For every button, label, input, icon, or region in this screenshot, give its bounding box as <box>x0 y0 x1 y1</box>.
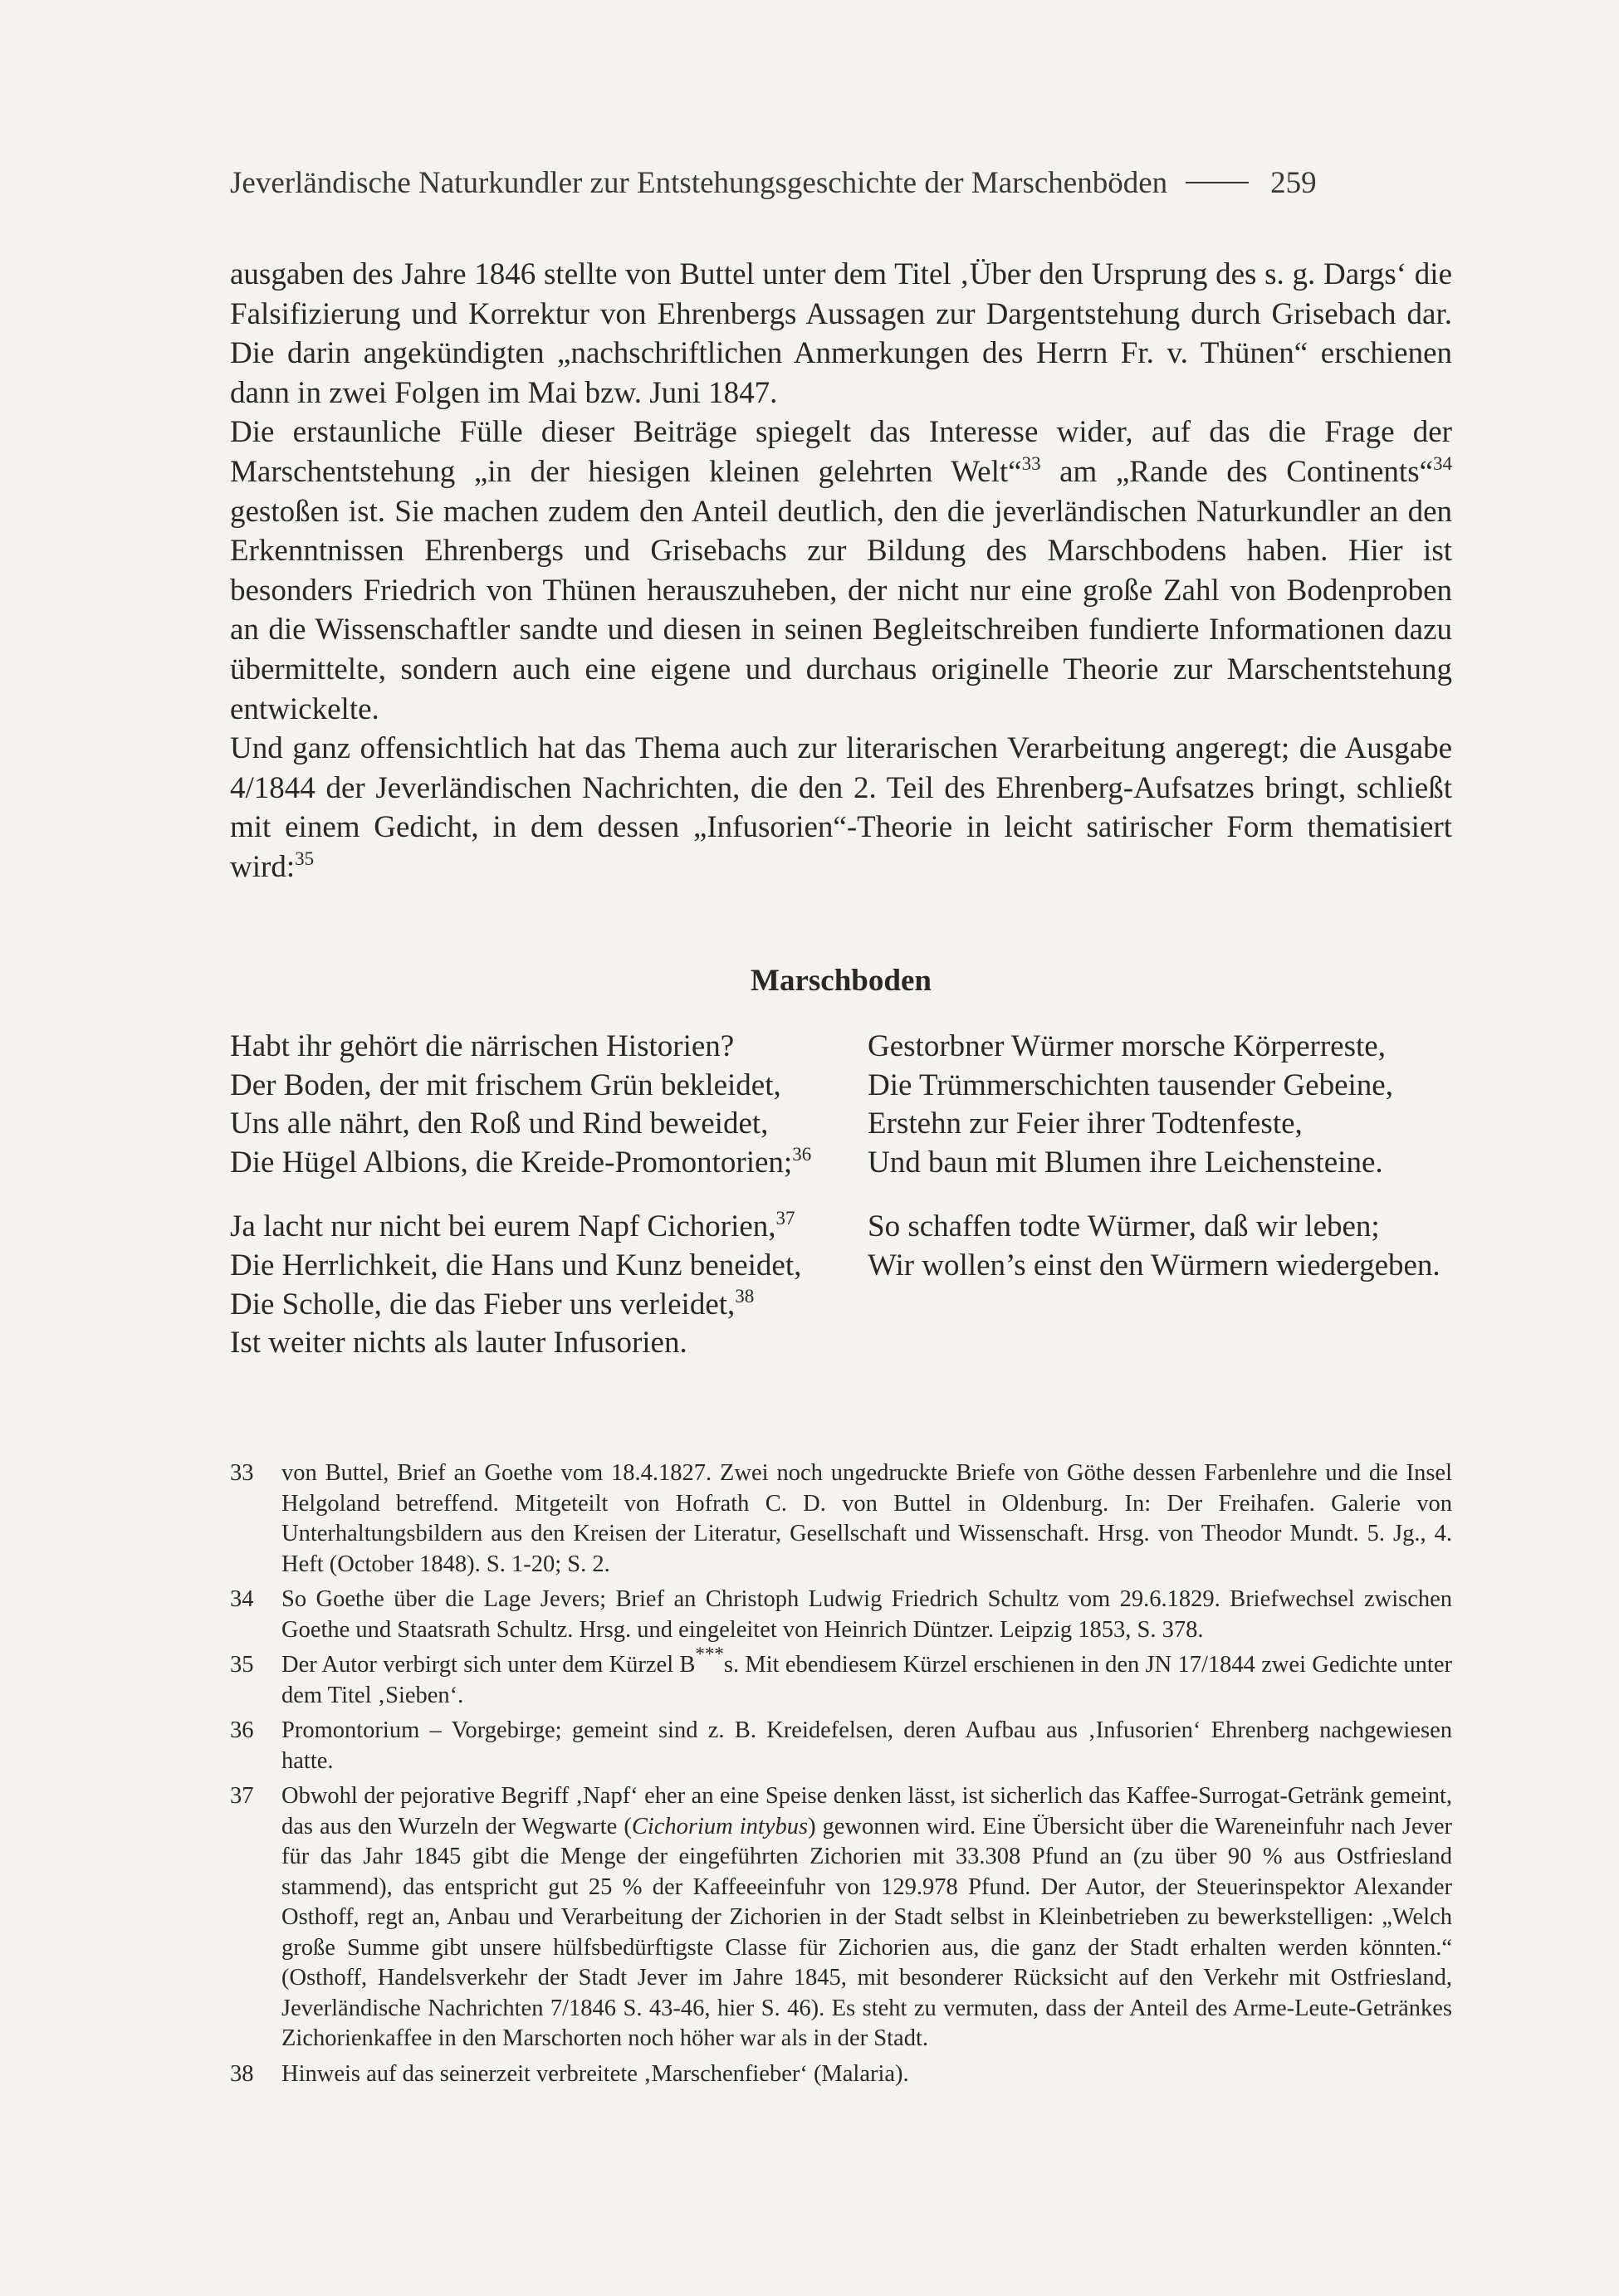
text-run: Ja lacht nur nicht bei eurem Napf Cichorien, <box>230 1209 776 1244</box>
poem-column-right <box>868 1028 1465 1312</box>
footnote-ref: 38 <box>735 1285 755 1307</box>
text-run: So schaffen todte Würmer, daß wir leben; <box>868 1209 1380 1244</box>
text-run: Erstehn zur Feier ihrer Todtenfeste, <box>868 1106 1303 1141</box>
verse-line <box>868 1208 1465 1247</box>
poem-column-left <box>230 1028 828 1389</box>
footnote-ref: *** <box>695 1644 724 1664</box>
text-run: Und ganz offensichtlich hat das Thema auch zur literarischen Verarbeitung angeregt; die Ausgabe 4/1844 der Jeverländischen Nachrichten, die den 2. Teil des Ehrenberg-Aufsatzes bringt, schließt mit einem Gedicht, in dem dessen „Infusorien“-Theorie in leicht satirischer Form thematisiert wird: <box>230 731 1452 884</box>
running-head-rule <box>1186 182 1249 183</box>
text-run: Die Trümmerschichten tausender Gebeine, <box>868 1067 1393 1102</box>
stanza <box>230 1208 828 1362</box>
text-run: Promontorium – Vorgebirge; gemeint sind z. B. Kreidefelsen, deren Aufbau aus ‚Infusorien‘ Ehrenberg nachgewiesen hatte. <box>281 1717 1452 1774</box>
text-run: Obwohl der pejorative Begriff ‚Napf‘ eher an eine Speise denken lässt, ist sicherlich das Kaffee-Surrogat-Getränk gemeint, das aus den Wurzeln der Wegwarte ( <box>281 1783 1452 1839</box>
footnote-text <box>281 2059 1452 2090</box>
text-run: von Buttel, Brief an Goethe vom 18.4.1827. Zwei noch ungedruckte Briefe von Göthe dessen Farbenlehre und die Insel Helgoland betreffend. Mitgeteilt von Hofrath C. D. von Buttel in Oldenburg. In: Der Freihafen. Galerie von Unterhaltungsbildern aus den Kreisen der Literatur, Gesellschaft und Wissenschaft. Hrsg. von Theodor Mundt. 5. Jg., 4. Heft (October 1848). S. 1-20; S. 2. <box>281 1460 1452 1577</box>
footnote-number: 34 <box>230 1586 254 1612</box>
text-run: Und baun mit Blumen ihre Leichensteine. <box>868 1145 1383 1180</box>
text-run: Ist weiter nichts als lauter Infusorien. <box>230 1326 687 1361</box>
verse-line <box>230 1105 828 1144</box>
text-run: Der Boden, der mit frischem Grün bekleidet, <box>230 1067 781 1102</box>
stanza <box>868 1208 1465 1285</box>
footnote <box>230 1458 1452 1580</box>
verse-line <box>868 1247 1465 1286</box>
verse-line <box>868 1105 1465 1144</box>
running-head-title: Jeverländische Naturkundler zur Entstehungsgeschichte der Marschenböden <box>230 165 1168 200</box>
text-run: gestoßen ist. Sie machen zudem den Anteil deutlich, den die jeverländischen Naturkundler an den Erkenntnissen Ehrenbergs und Grisebachs zur Bildung des Marschbodens haben. Hier ist besonders Friedrich von Thünen herauszuheben, der nicht nur eine große Zahl von Bodenproben an die Wissenschaftler sandte und diesen in seinen Begleitschreiben fundierte Informationen dazu übermittelte, sondern auch eine eigene und durchaus originelle Theorie zur Marschentstehung entwickelte. <box>230 494 1452 726</box>
verse-line <box>230 1208 828 1247</box>
footnote <box>230 1644 1452 1711</box>
footnote-ref: 35 <box>295 848 315 869</box>
text-run: ) gewonnen wird. Eine Übersicht über die Wareneinfuhr nach Jever für das Jahr 1845 gibt die Menge der eingeführten Zichorien mit 33.308 Pfund an (zu über 90 % aus Ostfriesland stammend), das entspricht gut 25 % der Kaffeeeinfuhr von 129.978 Pfund. Der Autor, der Steuerinspektor Alexander Osthoff, regt an, Anbau und Verarbeitung der Zichorien in der Stadt selbst in Kleinbetrieben zu bewerkstelligen: „Welch große Summe gibt unsere hülfsbedürftigste Classe für Zichorien aus, die ganz der Stadt erhalten werden könnten.“ (Osthoff, Handelsverkehr der Stadt Jever im Jahre 1845, mit besonderer Rücksicht auf den Verkehr mit Ostfriesland, Jeverländische Nachrichten 7/1846 S. 43-46, hier S. 46). Es steht zu vermuten, dass der Anteil des Arme-Leute-Getränkes Zichorienkaffee in den Marschorten noch höher war als in der Stadt. <box>281 1813 1452 2051</box>
verse-line <box>868 1067 1465 1106</box>
text-run: s. Mit ebendiesem Kürzel erschienen in den JN 17/1844 zwei Gedichte unter dem Titel ‚Sieben‘. <box>281 1652 1452 1708</box>
footnote-number: 36 <box>230 1717 254 1743</box>
italic-text: Cichorium intybus <box>631 1813 809 1839</box>
text-run: am „Rande des Continents“ <box>1040 454 1434 489</box>
paragraph <box>230 255 1452 413</box>
footnote <box>230 2059 1452 2090</box>
verse-line <box>230 1067 828 1106</box>
text-run: Gestorbner Würmer morsche Körperreste, <box>868 1029 1386 1063</box>
paragraph <box>230 729 1452 887</box>
stanza <box>868 1028 1465 1182</box>
footnote-ref: 33 <box>1021 452 1041 474</box>
footnote-text <box>281 1585 1452 1645</box>
footnote <box>230 1781 1452 2054</box>
body-text <box>230 255 1452 887</box>
text-run: Uns alle nährt, den Roß und Rind beweidet, <box>230 1106 769 1141</box>
text-run: Die Scholle, die das Fieber uns verleidet, <box>230 1287 736 1321</box>
verse-line <box>230 1028 828 1067</box>
paragraph <box>230 413 1452 729</box>
text-run: Die Hügel Albions, die Kreide-Promontorien; <box>230 1145 793 1180</box>
verse-line <box>868 1028 1465 1067</box>
footnote <box>230 1585 1452 1645</box>
verse-line <box>230 1286 828 1325</box>
footnote-number: 33 <box>230 1460 254 1486</box>
text-run: ausgaben des Jahre 1846 stellte von Buttel unter dem Titel ‚Über den Ursprung des s. g. Dargs‘ die Falsifizierung und Korrektur von Ehrenbergs Aussagen zur Dargentstehung durch Grisebach dar. Die darin angekündigten „nachschriftlichen Anmerkungen des Herrn Fr. v. Thünen“ erschienen dann in zwei Folgen im Mai bzw. Juni 1847. <box>230 257 1452 410</box>
text-run: So Goethe über die Lage Jevers; Brief an Christoph Ludwig Friedrich Schultz vom 29.6.1829. Briefwechsel zwischen Goethe und Staatsrath Schultz. Hrsg. und eingeleitet von Heinrich Düntzer. Leipzig 1853, S. 378. <box>281 1586 1452 1643</box>
footnote-number: 37 <box>230 1783 254 1809</box>
footnote-ref: 37 <box>775 1208 795 1229</box>
footnotes <box>230 1458 1452 2094</box>
footnote-text <box>281 1716 1452 1776</box>
page-number: 259 <box>1270 165 1317 200</box>
footnote-ref: 34 <box>1433 452 1453 474</box>
footnote-number: 38 <box>230 2060 254 2087</box>
footnote <box>230 1716 1452 1776</box>
text-run: Die erstaunliche Fülle dieser Beiträge spiegelt das Interesse wider, auf das die Frage der Marschentstehung „in der hiesigen kleinen gelehrten Welt“ <box>230 415 1452 489</box>
text-run: Habt ihr gehört die närrischen Historien? <box>230 1029 735 1063</box>
stanza <box>230 1028 828 1182</box>
footnote-text <box>281 1781 1452 2054</box>
footnote-text <box>281 1644 1452 1711</box>
footnote-text <box>281 1458 1452 1580</box>
text-run: Der Autor verbirgt sich unter dem Kürzel B <box>281 1652 696 1678</box>
footnote-ref: 36 <box>792 1143 812 1165</box>
running-head <box>230 163 1452 203</box>
footnote-number: 35 <box>230 1652 254 1678</box>
text-run: Wir wollen’s einst den Würmern wiedergeben. <box>868 1248 1440 1282</box>
poem-title: Marschboden <box>751 964 932 998</box>
verse-line <box>230 1144 828 1183</box>
verse-line <box>230 1247 828 1286</box>
text-run: Die Herrlichkeit, die Hans und Kunz beneidet, <box>230 1248 802 1282</box>
text-run: Hinweis auf das seinerzeit verbreitete ‚Marschenfieber‘ (Malaria). <box>281 2060 909 2087</box>
verse-line <box>868 1144 1465 1183</box>
verse-line <box>230 1324 828 1363</box>
